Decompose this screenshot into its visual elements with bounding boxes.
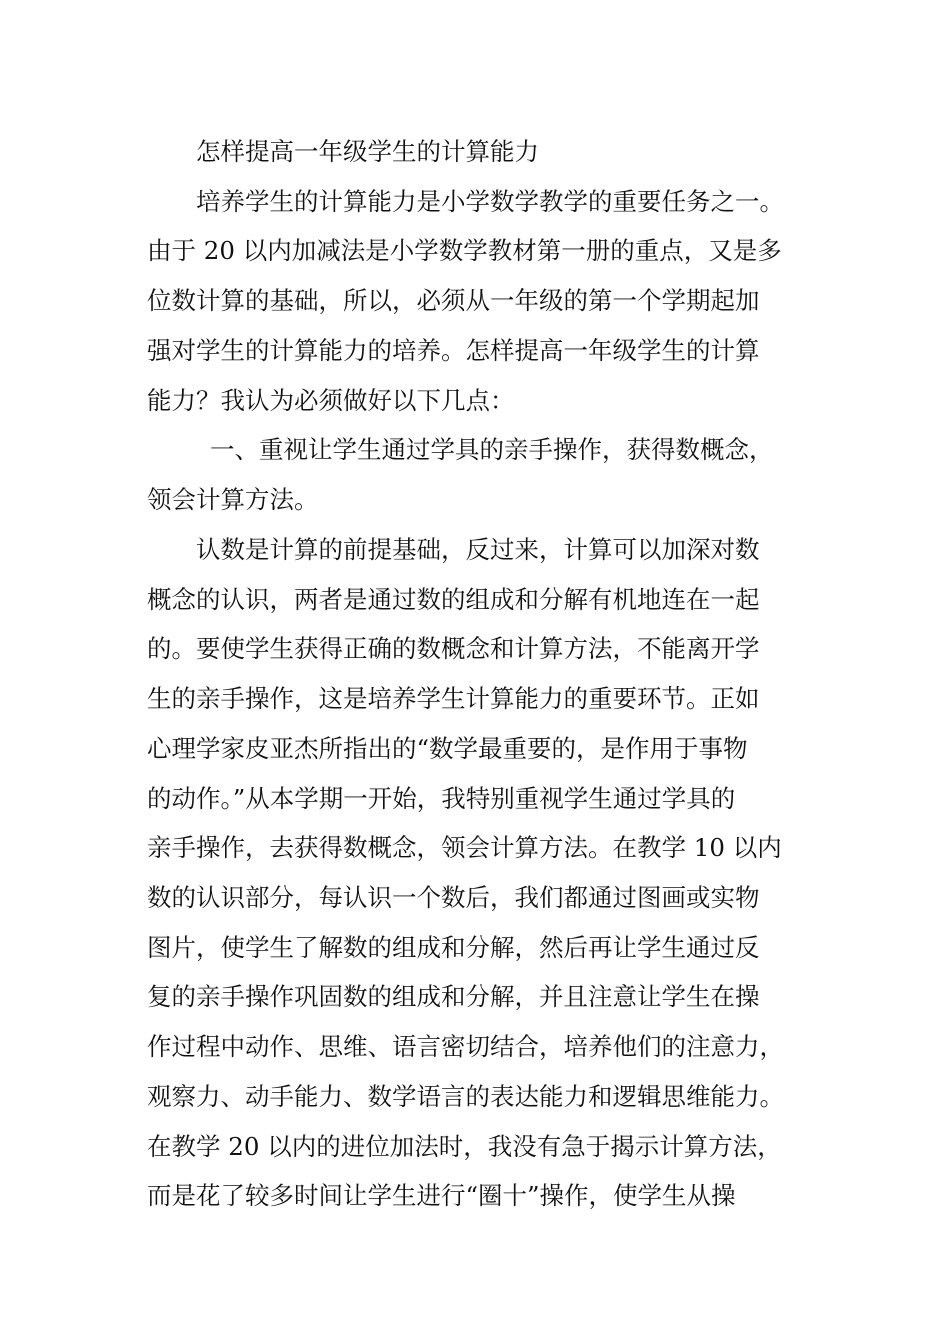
- section-heading: 一、重视让学生通过学具的亲手操作，获得数概念，: [210, 435, 774, 464]
- paragraph-line: 复的亲手操作巩固数的组成和分解，并且注意让学生在操: [147, 982, 760, 1011]
- paragraph-line: 认数是计算的前提基础，反过来，计算可以加深对数: [196, 535, 760, 564]
- paragraph-line: 的动作。”从本学期一开始，我特别重视学生通过学具的: [147, 784, 736, 813]
- paragraph-line: 概念的认识，两者是通过数的组成和分解有机地连在一起: [147, 585, 760, 614]
- paragraph-line: 强对学生的计算能力的培养。怎样提高一年级学生的计算: [147, 336, 760, 365]
- paragraph-line: 作过程中动作、思维、语言密切结合，培养他们的注意力，: [147, 1032, 784, 1061]
- document-title: 怎样提高一年级学生的计算能力: [196, 137, 539, 166]
- paragraph-line: 培养学生的计算能力是小学数学教学的重要任务之一。: [196, 187, 784, 216]
- paragraph-line: 而是花了较多时间让学生进行“圈十”操作，使学生从操: [147, 1181, 736, 1210]
- paragraph-line: 心理学家皮亚杰所指出的“数学最重要的，是作用于事物: [147, 734, 748, 763]
- paragraph-line: 的。要使学生获得正确的数概念和计算方法，不能离开学: [147, 634, 760, 663]
- paragraph-line: 图片，使学生了解数的组成和分解，然后再让学生通过反: [147, 933, 760, 962]
- paragraph-line: 位数计算的基础，所以，必须从一年级的第一个学期起加: [147, 286, 760, 315]
- paragraph-line: 由于 20 以内加减法是小学数学教材第一册的重点，又是多: [147, 236, 782, 265]
- paragraph-line: 能力？我认为必须做好以下几点：: [147, 386, 515, 415]
- paragraph-line: 生的亲手操作，这是培养学生计算能力的重要环节。正如: [147, 684, 760, 713]
- paragraph-line: 观察力、动手能力、数学语言的表达能力和逻辑思维能力。: [147, 1082, 784, 1111]
- paragraph-line: 亲手操作，去获得数概念，领会计算方法。在教学 10 以内: [147, 833, 782, 862]
- paragraph-line: 在教学 20 以内的进位加法时，我没有急于揭示计算方法，: [147, 1132, 782, 1161]
- section-heading: 领会计算方法。: [147, 485, 319, 514]
- paragraph-line: 数的认识部分，每认识一个数后，我们都通过图画或实物: [147, 883, 760, 912]
